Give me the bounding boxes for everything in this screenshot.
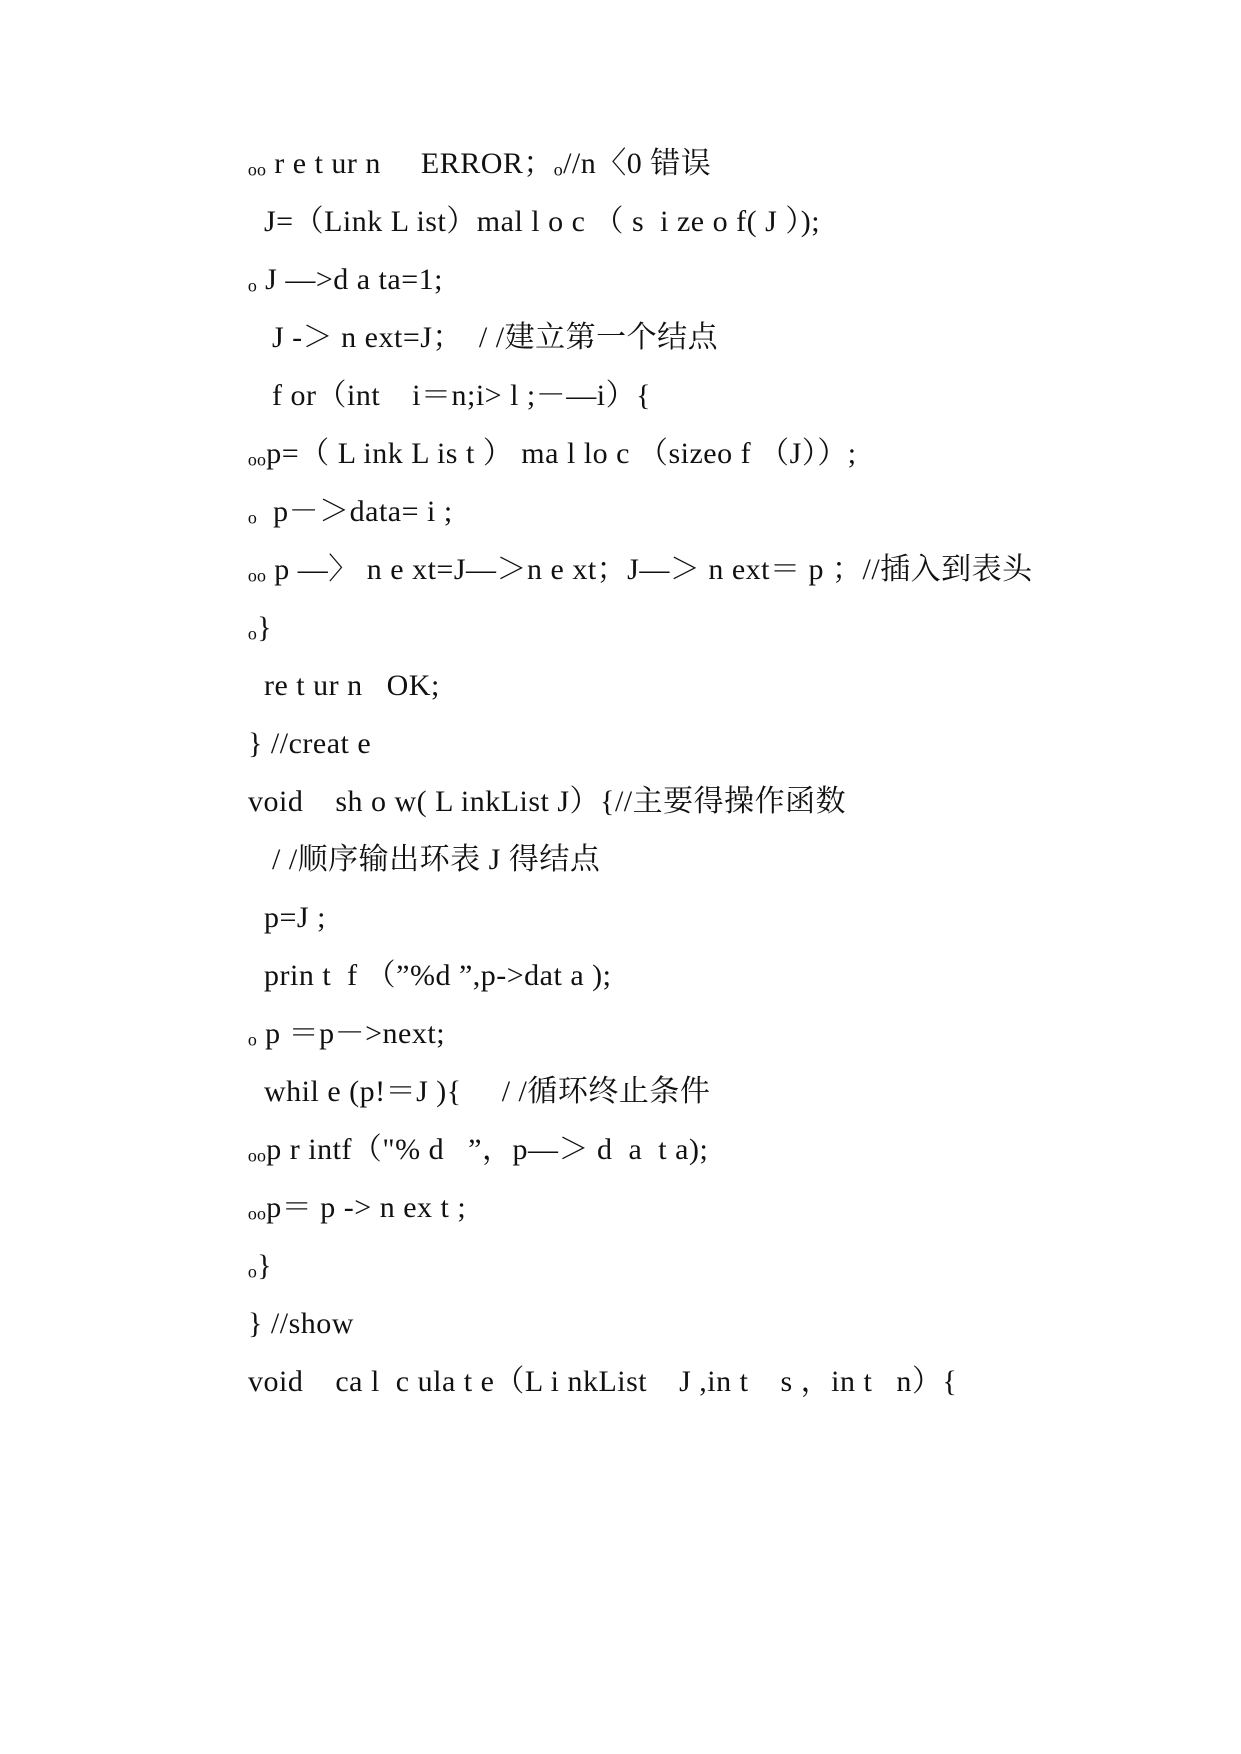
code-line-p-next: ₒ p ＝p－>next;	[248, 1017, 446, 1050]
code-line-malloc-head: J=（Link L ist）mal l o c （ s i ze o f( J ）);	[248, 205, 821, 238]
code-line-end-create: } //creat e	[248, 727, 372, 760]
code-line-for-loop: f or（int i＝n;i> l ;－—i）{	[248, 379, 651, 412]
code-line-node-data: ₒ p－＞data= i ;	[248, 495, 453, 528]
code-line-malloc-node: ₒₒp=（ L ink L is t ） ma l lo c （sizeo f （J））;	[248, 437, 857, 470]
code-line-close-for: ₒ}	[248, 611, 273, 644]
code-line-show-comment: / /顺序输出环表 J 得结点	[248, 843, 601, 876]
code-line-p-assign: p=J ;	[248, 901, 326, 934]
code-line-head-next: J -＞ n ext=J； / /建立第一个结点	[248, 321, 719, 354]
code-line-while: whil e (p!＝J ){ / /循环终止条件	[248, 1075, 711, 1108]
code-line-return-error: ₒₒ r e t ur n ERROR；ₒ//n〈0 错误	[248, 147, 712, 180]
code-line-printf-first: prin t f （”%d ”,p->dat a );	[248, 959, 612, 992]
code-line-show-signature: void sh o w( L inkList J）{//主要得操作函数	[248, 785, 847, 818]
code-line-insert-head: ₒₒ p —〉 n e xt=J—＞n e xt；J—＞ n ext＝ p ；//插入到表头	[248, 553, 1033, 586]
code-line-p-advance: ₒₒp＝ p -> n ex t ;	[248, 1191, 467, 1224]
code-line-calculate-signature: void ca l c ula t e（L i nkList J ,in t s ，in t n）{	[248, 1365, 958, 1398]
code-line-return-ok: re t ur n OK;	[248, 669, 440, 702]
code-line-end-show: } //show	[248, 1307, 354, 1340]
code-line-printf-loop: ₒₒp r intf（"% d ”，p—＞ d a t a);	[248, 1133, 709, 1166]
code-line-close-while: ₒ}	[248, 1249, 273, 1282]
code-line-head-data: ₒ J —>d a ta=1;	[248, 263, 443, 296]
